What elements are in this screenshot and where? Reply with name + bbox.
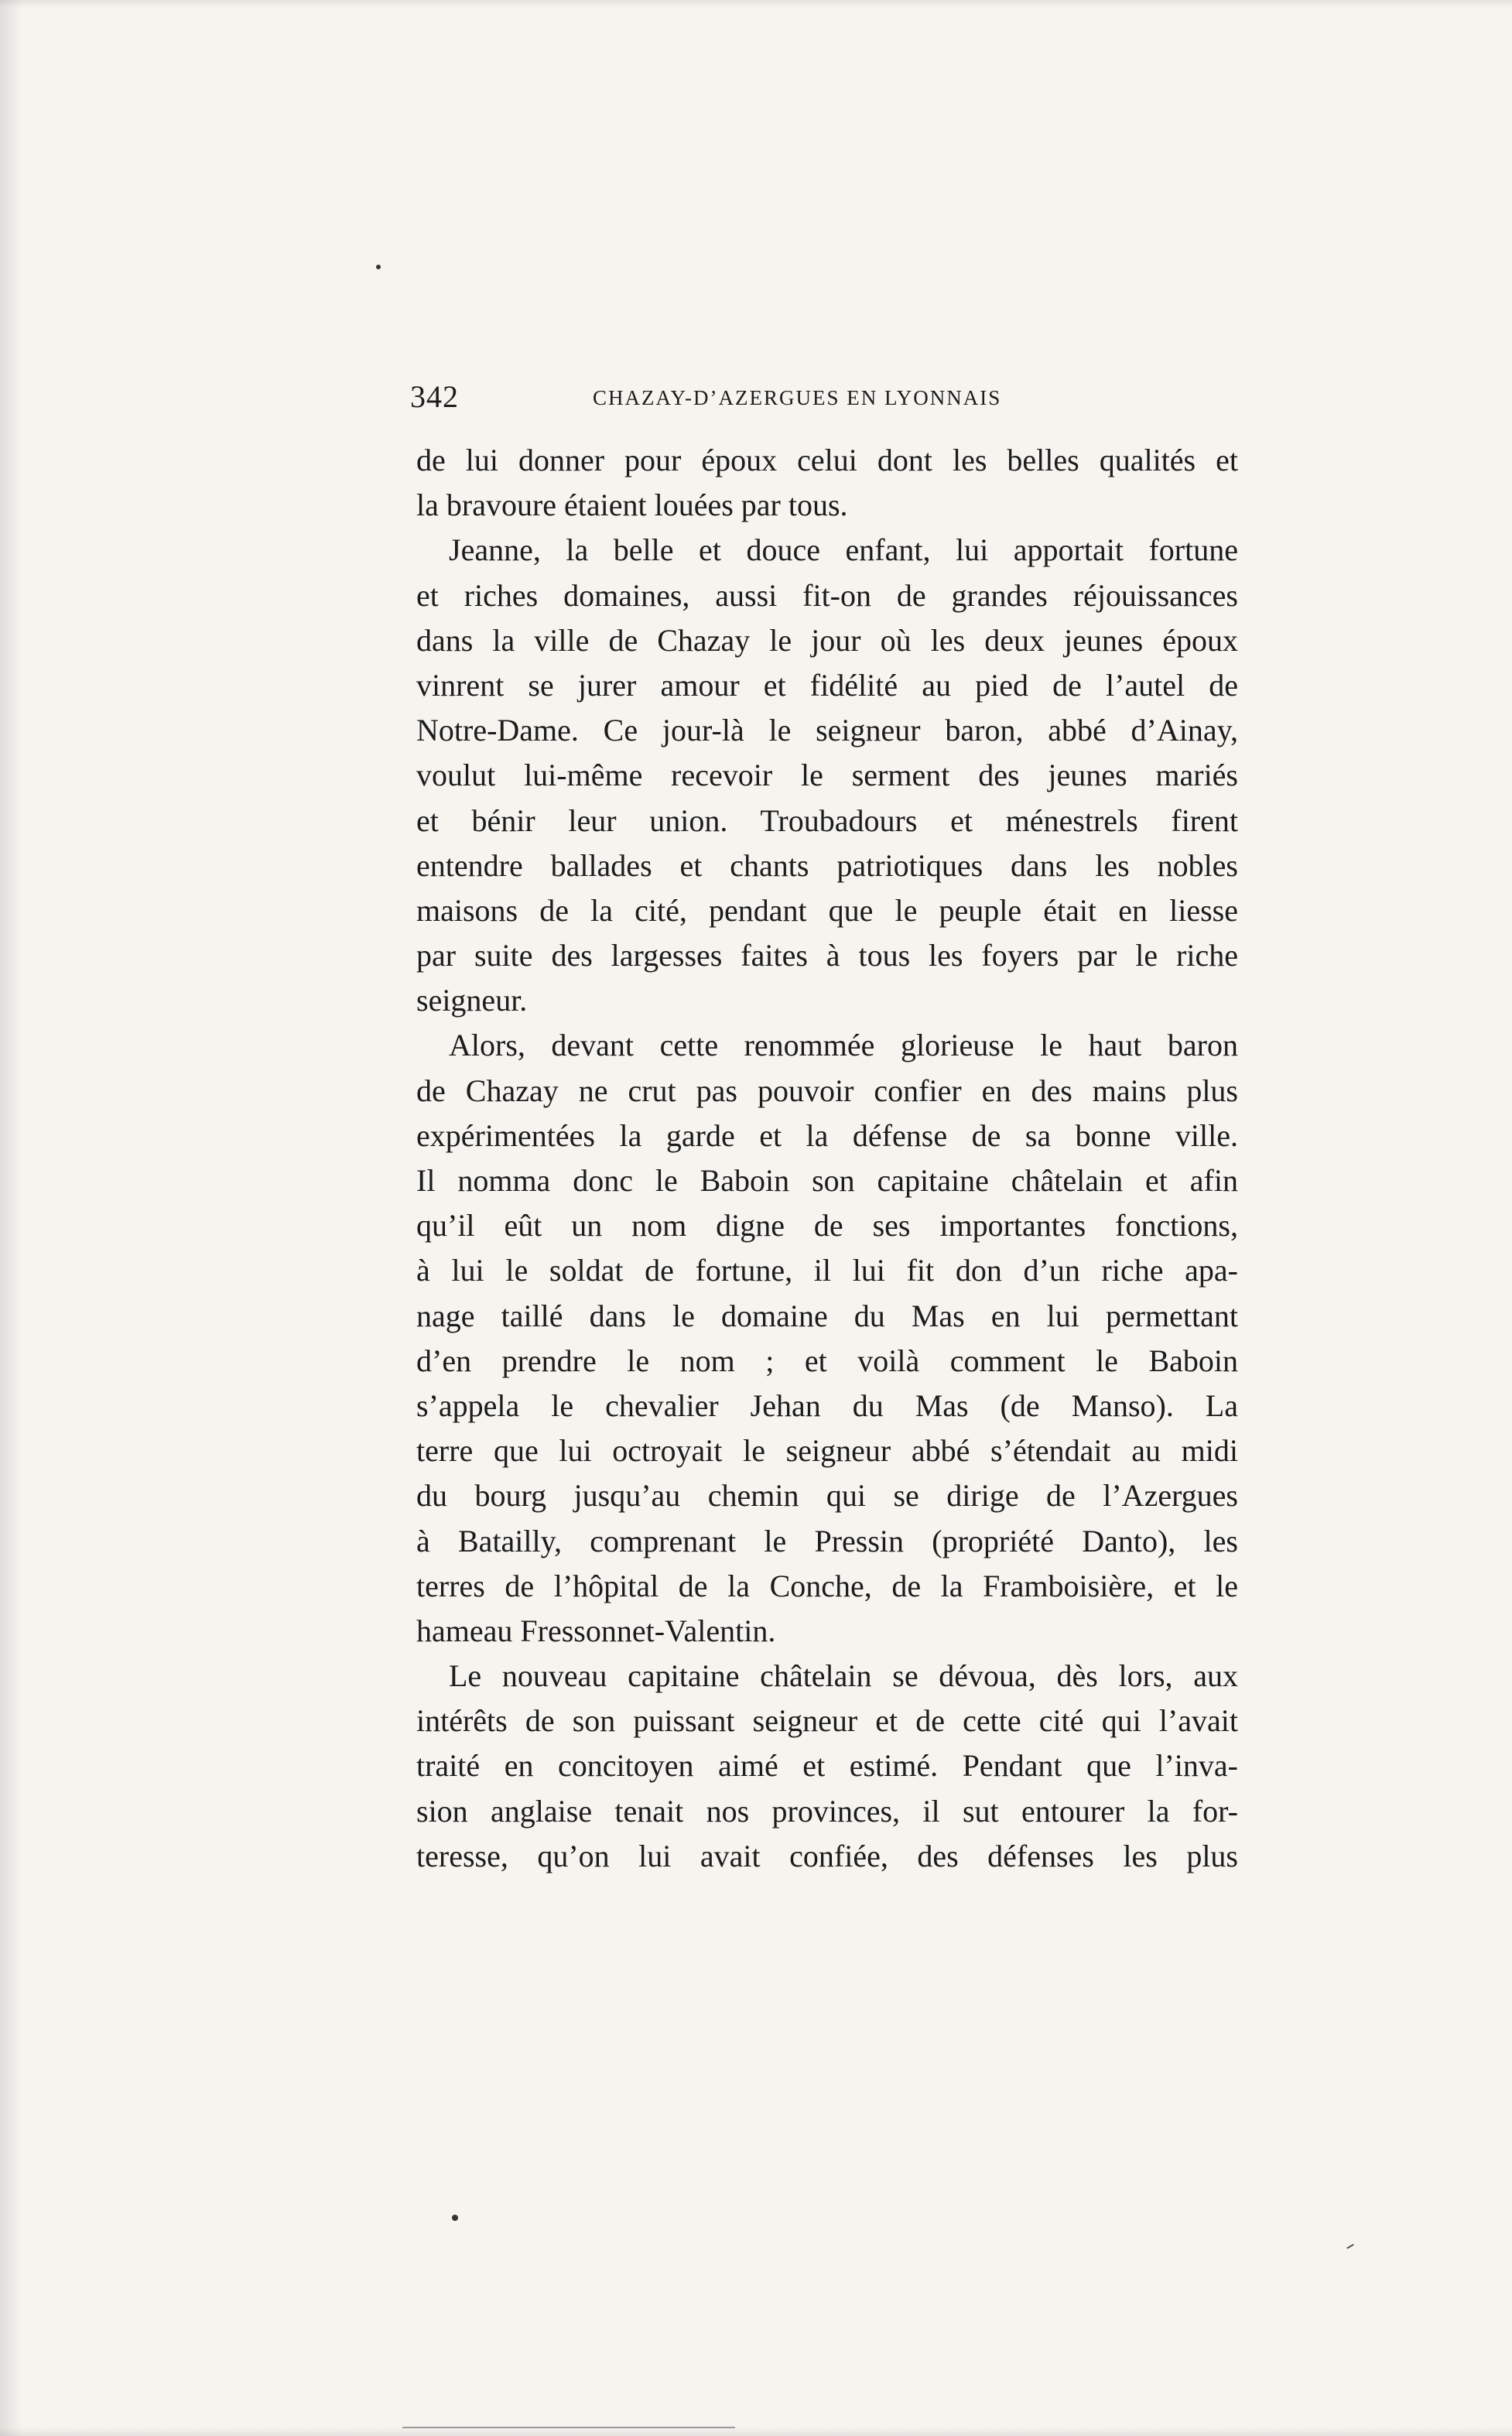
text-line: de Chazay ne crut pas pouvoir confier en des mains plus	[416, 1073, 1238, 1108]
text-line: seigneur.	[416, 983, 528, 1018]
text-line: Le nouveau capitaine châtelain se dévoua, dès lors, aux	[449, 1658, 1238, 1694]
text-line: intérêts de son puissant seigneur et de cette cité qui l’avait	[416, 1703, 1238, 1739]
text-line: du bourg jusqu’au chemin qui se dirige de l’Azergues	[416, 1478, 1238, 1514]
text-line: teresse, qu’on lui avait confiée, des défenses les plus	[416, 1838, 1238, 1873]
text-line: terres de l’hôpital de la Conche, de la Framboisière, et le	[416, 1568, 1238, 1603]
text-line: Jeanne, la belle et douce enfant, lui apportait fortune	[449, 532, 1238, 568]
text-line: hameau Fressonnet-Valentin.	[416, 1613, 776, 1648]
text-line: qu’il eût un nom digne de ses importantes fonctions,	[416, 1208, 1238, 1244]
scan-speck	[452, 2215, 458, 2221]
text-line: sion anglaise tenait nos provinces, il sut entourer la for-	[416, 1793, 1238, 1829]
text-line: et bénir leur union. Troubadours et ménestrels firent	[416, 802, 1238, 838]
text-line: Alors, devant cette renommée glorieuse le haut baron	[449, 1028, 1238, 1063]
text-line: d’en prendre le nom ; et voilà comment le Baboin	[416, 1343, 1238, 1378]
page-number: 342	[410, 379, 459, 414]
text-line: s’appela le chevalier Jehan du Mas (de Manso). La	[416, 1387, 1238, 1423]
scan-speck	[376, 265, 381, 269]
text-line: et riches domaines, aussi fit-on de grandes réjouissances	[416, 577, 1238, 613]
text-line: maisons de la cité, pendant que le peuple était en liesse	[416, 892, 1238, 928]
text-line: terre que lui octroyait le seigneur abbé s’étendait au midi	[416, 1433, 1238, 1469]
text-line: traité en concitoyen aimé et estimé. Pendant que l’inva-	[416, 1748, 1238, 1784]
text-line: dans la ville de Chazay le jour où les deux jeunes époux	[416, 622, 1238, 658]
scan-bottom-line	[402, 2427, 735, 2428]
text-line: à Batailly, comprenant le Pressin (propriété Danto), les	[416, 1523, 1238, 1558]
text-line: à lui le soldat de fortune, il lui fit don d’un riche apa-	[416, 1253, 1238, 1288]
text-line: expérimentées la garde et la défense de sa bonne ville.	[416, 1117, 1238, 1153]
text-line: entendre ballades et chants patriotiques dans les nobles	[416, 847, 1238, 883]
text-line: de lui donner pour époux celui dont les belles qualités et	[416, 443, 1238, 477]
text-line: Notre-Dame. Ce jour-là le seigneur baron, abbé d’Ainay,	[416, 713, 1238, 748]
scan-shadow-left	[0, 0, 22, 2436]
text-line: Il nomma donc le Baboin son capitaine châtelain et afin	[416, 1163, 1238, 1198]
scan-shadow-top	[0, 0, 1512, 8]
body-text	[416, 438, 1238, 1879]
text-line: voulut lui-même recevoir le serment des jeunes mariés	[416, 758, 1238, 793]
scan-shadow-bottom	[0, 2427, 1512, 2436]
text-line: vinrent se jurer amour et fidélité au pied de l’autel de	[416, 667, 1238, 703]
text-line: la bravoure étaient louées par tous.	[416, 488, 848, 523]
text-line: nage taillé dans le domaine du Mas en lui permettant	[416, 1298, 1238, 1333]
text-line: par suite des largesses faites à tous les foyers par le riche	[416, 938, 1238, 973]
scan-mark	[1346, 2244, 1354, 2250]
running-title: CHAZAY-D’AZERGUES EN LYONNAIS	[593, 386, 1002, 409]
page-header	[410, 378, 1238, 416]
